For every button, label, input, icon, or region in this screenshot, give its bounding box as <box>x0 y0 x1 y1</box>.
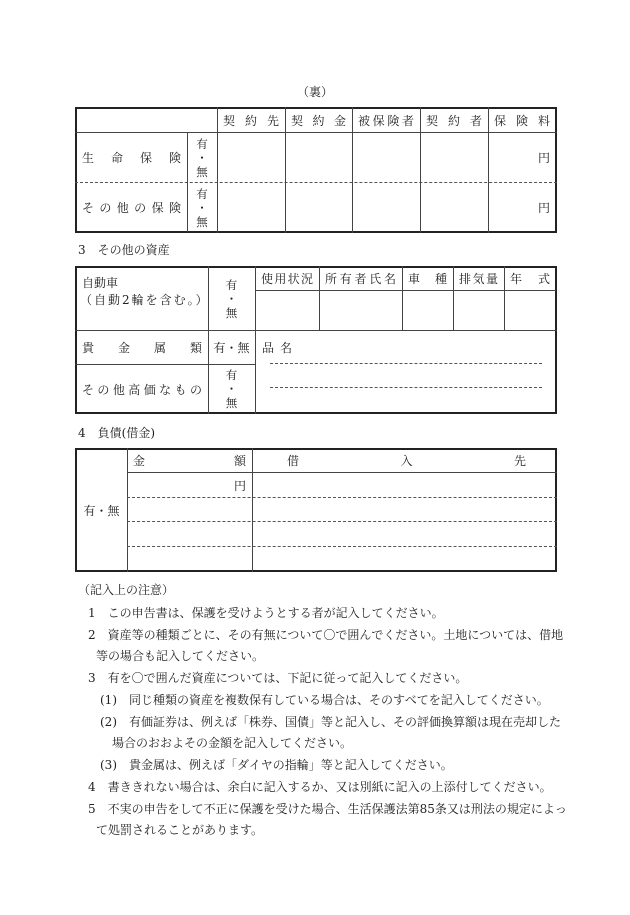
note-item: (3) 貴金属は、例えば「ダイヤの指輪」等と記入してください。 <box>100 758 453 772</box>
other-premium-unit: 円 <box>537 201 550 215</box>
yes-option[interactable]: 有 <box>225 368 238 382</box>
header-contract-party: 契 約 先 <box>223 113 279 128</box>
header-insured: 被 保 険 者 <box>358 113 414 128</box>
other-valuables-yesno[interactable] <box>208 365 255 413</box>
note-item: て処罰されることがあります。 <box>96 823 264 837</box>
yes-option[interactable]: 有 <box>225 277 238 292</box>
notes-heading: （記入上の注意） <box>78 583 175 597</box>
car-yesno[interactable] <box>208 267 255 330</box>
section4-heading: 4 負債(借金) <box>78 426 155 440</box>
debt-yesno[interactable]: 有・無 <box>83 503 120 518</box>
note-item: 等の場合も記入してください。 <box>96 649 265 663</box>
divider <box>127 521 557 522</box>
header-contract-amount: 契 約 金 <box>291 113 346 128</box>
header-displacement: 排 気 量 <box>459 272 498 286</box>
divider <box>127 546 557 547</box>
divider <box>255 290 556 291</box>
precious-metals-label: 貴 金 属 類 <box>82 341 202 355</box>
other-valuables-label: そ の 他 高 価 な も の <box>82 382 202 397</box>
yes-option[interactable]: 有 <box>196 136 208 151</box>
other-insurance-label: そ の 他 の 保 険 <box>82 201 181 215</box>
no-option[interactable]: 無 <box>196 214 208 229</box>
yes-option[interactable]: 有 <box>196 186 208 201</box>
no-option[interactable]: 無 <box>196 164 208 179</box>
separator: ・ <box>225 291 238 306</box>
note-item: 5 不実の申告をして不正に保護を受けた場合、生活保護法第85条又は刑法の規定によっ <box>88 802 567 816</box>
item-name-line[interactable] <box>270 387 542 388</box>
header-car-type: 車 種 <box>408 272 447 286</box>
note-item: 3 有を〇で囲んだ資産については、下記に従って記入してください。 <box>88 671 468 685</box>
note-item: 1 この申告書は、保護を受けようとする者が記入してください。 <box>88 606 444 620</box>
header-amount: 金 額 <box>133 454 246 468</box>
header-model-year: 年 式 <box>510 272 550 286</box>
note-item: 2 資産等の種類ごとに、その有無について〇で囲んでください。土地については、借地 <box>88 628 564 642</box>
amount-unit: 円 <box>233 478 246 493</box>
car-label-sub: （自動2輪を含む。） <box>80 293 210 307</box>
item-name-line[interactable] <box>270 363 542 364</box>
note-item: (2) 有価証券は、例えば「株券、国債」等と記入し、その評価換算額は現在売却した <box>100 715 562 729</box>
header-lender: 借 入 先 <box>287 454 526 468</box>
car-label <box>76 274 208 308</box>
item-name-label: 品名 <box>262 341 299 355</box>
header-owner: 所 有 者 氏 名 <box>325 272 396 286</box>
note-item: 場合のおおよその金額を記入してください。 <box>112 736 353 750</box>
life-insurance-fields[interactable] <box>217 133 488 182</box>
note-item: 4 書ききれない場合は、余白に記入するか、又は別紙に記入の上添付してください。 <box>88 780 552 794</box>
divider <box>127 497 557 498</box>
precious-metals-yesno[interactable]: 有・無 <box>213 341 250 355</box>
separator: ・ <box>196 200 208 215</box>
car-label-main: 自動車 <box>82 276 119 290</box>
separator: ・ <box>225 382 238 396</box>
life-insurance-label: 生 命 保 険 <box>82 151 181 165</box>
no-option[interactable]: 無 <box>225 305 238 320</box>
page-title: （裏） <box>296 85 333 99</box>
life-insurance-yesno[interactable] <box>187 133 217 182</box>
separator: ・ <box>196 150 208 165</box>
no-option[interactable]: 無 <box>225 396 238 410</box>
header-usage: 使 用 状 況 <box>261 272 313 286</box>
header-policyholder: 契 約 者 <box>426 113 482 128</box>
section3-heading: 3 その他の資産 <box>78 243 170 257</box>
life-premium-unit: 円 <box>537 151 550 165</box>
header-premium: 保 険 料 <box>494 113 550 128</box>
note-item: (1) 同じ種類の資産を複数保有している場合は、そのすべてを記入してください。 <box>100 693 549 707</box>
other-insurance-yesno[interactable] <box>187 183 217 232</box>
